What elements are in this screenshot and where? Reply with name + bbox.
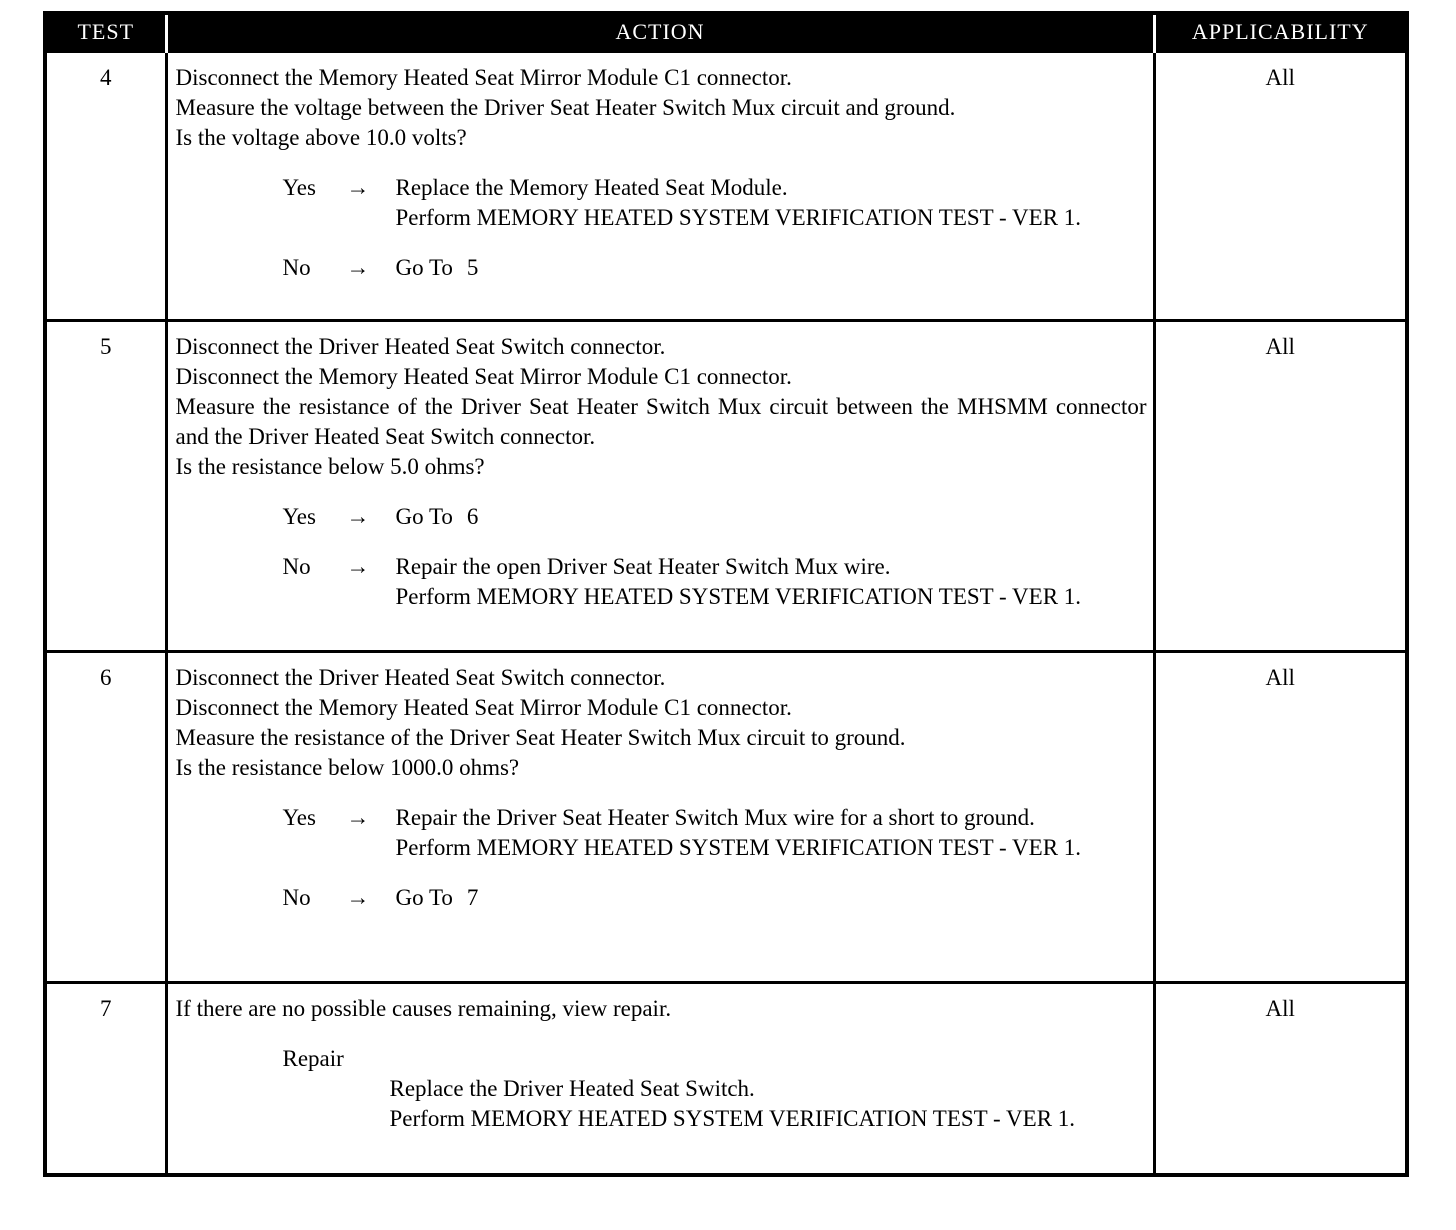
no-outcome (176, 253, 1147, 283)
action-line: Measure the resistance of the Driver Seat Heater Switch Mux circuit to ground. (175, 725, 906, 751)
yes-label: Yes (282, 174, 316, 200)
action-line: If there are no possible causes remaining, view repair. (175, 996, 672, 1022)
test-row-7 (47, 983, 1405, 1173)
action-cell (166, 320, 1154, 651)
yes-result[interactable] (396, 502, 1147, 532)
test-number: 5 (47, 320, 166, 651)
no-result[interactable] (396, 883, 1147, 913)
repair-label: Repair (282, 1046, 344, 1072)
repair-body (390, 1074, 1147, 1134)
result-line: Repair the open Driver Seat Heater Switch Mux wire. (395, 553, 891, 579)
no-outcome (176, 552, 1147, 612)
right-arrow-icon: → (346, 805, 370, 831)
no-label: No (282, 885, 311, 911)
action-cell (166, 983, 1154, 1173)
right-arrow-icon: → (346, 885, 370, 911)
yes-result (396, 173, 1147, 233)
no-outcome (176, 883, 1147, 913)
no-result (396, 552, 1147, 612)
test-row-5 (47, 320, 1405, 651)
action-line: Measure the resistance of the Driver Seat Heater Switch Mux circuit between the MHSMM connector and the Driver Heated Seat Switch connector. (175, 393, 1147, 449)
goto-number[interactable]: 6 (466, 503, 479, 529)
goto-text[interactable]: Go To (395, 254, 453, 280)
right-arrow-icon: → (346, 503, 370, 529)
no-label: No (282, 254, 311, 280)
right-arrow-icon: → (346, 254, 370, 280)
header-action: ACTION (166, 15, 1154, 51)
test-row-6 (47, 652, 1405, 983)
header-applicability: APPLICABILITY (1154, 15, 1405, 51)
goto-number[interactable]: 5 (466, 254, 479, 280)
header-test: TEST (47, 15, 166, 51)
action-line: Disconnect the Driver Heated Seat Switch connector. (175, 333, 666, 359)
no-label: No (282, 553, 311, 579)
yes-outcome (176, 502, 1147, 532)
test-number: 4 (47, 51, 166, 320)
yes-outcome (176, 803, 1147, 863)
verification-step: Perform MEMORY HEATED SYSTEM VERIFICATION TEST - VER 1. (389, 1106, 1076, 1132)
action-cell (166, 652, 1154, 983)
test-number: 6 (47, 652, 166, 983)
verification-step: Perform MEMORY HEATED SYSTEM VERIFICATION TEST - VER 1. (395, 204, 1082, 230)
action-line: Measure the voltage between the Driver Seat Heater Switch Mux circuit and ground. (175, 94, 956, 120)
verification-step: Perform MEMORY HEATED SYSTEM VERIFICATION TEST - VER 1. (395, 835, 1082, 861)
result-line: Repair the Driver Seat Heater Switch Mux wire for a short to ground. (395, 805, 1035, 831)
test-number: 7 (47, 983, 166, 1173)
action-cell (166, 51, 1154, 320)
yes-outcome (176, 173, 1147, 233)
action-line: Disconnect the Memory Heated Seat Mirror Module C1 connector. (175, 363, 792, 389)
action-line: Disconnect the Driver Heated Seat Switch connector. (175, 665, 666, 691)
applicability-value: All (1154, 652, 1405, 983)
applicability-value: All (1154, 983, 1405, 1173)
action-question: Is the resistance below 1000.0 ohms? (175, 755, 520, 781)
applicability-value: All (1154, 320, 1405, 651)
header-row (47, 15, 1405, 51)
action-line: Disconnect the Memory Heated Seat Mirror Module C1 connector. (175, 695, 792, 721)
yes-label: Yes (282, 805, 316, 831)
diagnostic-table (47, 15, 1405, 1173)
diagnostic-table-frame (43, 11, 1409, 1177)
goto-number[interactable]: 7 (466, 885, 479, 911)
right-arrow-icon: → (346, 174, 370, 200)
yes-result (396, 803, 1147, 863)
applicability-value: All (1154, 51, 1405, 320)
action-line: Disconnect the Memory Heated Seat Mirror Module C1 connector. (175, 64, 792, 90)
test-row-4 (47, 51, 1405, 320)
goto-text[interactable]: Go To (395, 503, 453, 529)
result-line: Replace the Memory Heated Seat Module. (395, 174, 788, 200)
no-result[interactable] (396, 253, 1147, 283)
action-question: Is the resistance below 5.0 ohms? (175, 453, 485, 479)
repair-line: Replace the Driver Heated Seat Switch. (389, 1076, 755, 1102)
action-question: Is the voltage above 10.0 volts? (175, 124, 467, 150)
yes-label: Yes (282, 503, 316, 529)
right-arrow-icon: → (346, 553, 370, 579)
goto-text[interactable]: Go To (395, 885, 453, 911)
verification-step: Perform MEMORY HEATED SYSTEM VERIFICATION TEST - VER 1. (395, 583, 1082, 609)
